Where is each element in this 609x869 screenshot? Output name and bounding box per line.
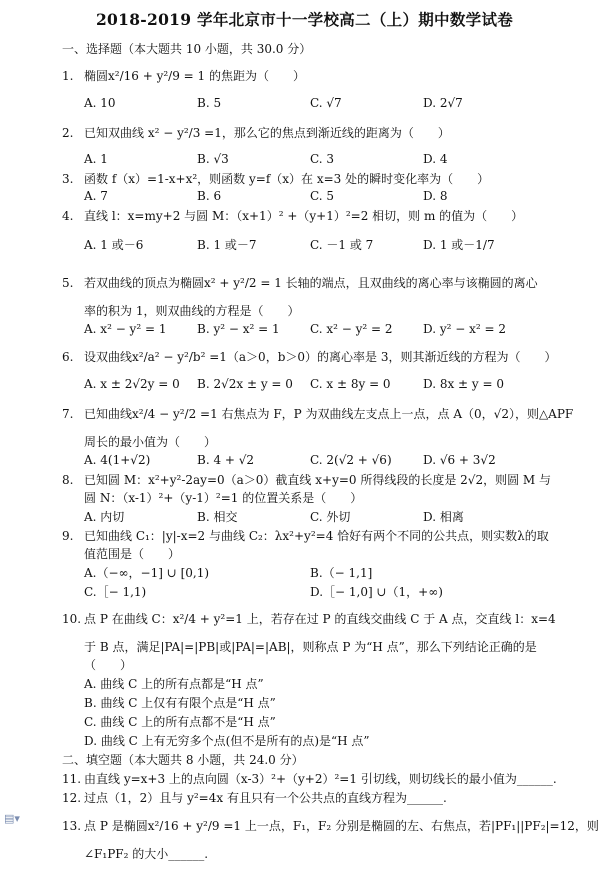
q3-option-d: D. 8 (423, 189, 448, 203)
q6-option-a: A. x ± 2√2y = 0 (84, 377, 180, 391)
q2-option-c: C. 3 (310, 152, 335, 166)
q6-option-c: C. x ± 8y = 0 (310, 377, 391, 391)
question-7: 7. 已知曲线x²/4 − y²/2 =1 右焦点为 F，P 为双曲线左支点上一点，点 A（0，√2），则△APF (62, 407, 574, 421)
q1-option-a: A. 10 (84, 96, 116, 110)
q4-option-d: D. 1 或－1/7 (423, 238, 495, 252)
q4-option-c: C. －1 或 7 (310, 238, 374, 252)
question-13-line-2: ∠F₁PF₂ 的大小______. (84, 847, 209, 861)
question-2: 2. 已知双曲线 x² − y²/3 =1，那么它的焦点到渐近线的距离为（ ） (62, 126, 450, 140)
question-5-line-2: 率的积为 1，则双曲线的方程是（ ） (84, 304, 300, 318)
paste-options-icon[interactable]: ▤▾ (4, 812, 20, 825)
q10-option-a: A. 曲线 C 上的所有点都是“H 点” (84, 677, 264, 691)
q2-option-b: B. √3 (197, 152, 229, 166)
question-6: 6. 设双曲线x²/a² − y²/b² =1（a＞0，b＞0）的离心率是 3，则其渐近线的方程为（ ） (62, 350, 557, 364)
question-11: 11. 由直线 y=x+3 上的点向圆（x-3）²+（y+2）²=1 引切线，则切线长的最小值为______. (62, 772, 557, 786)
q10-option-b: B. 曲线 C 上仅有有限个点是“H 点” (84, 696, 276, 710)
q3-option-b: B. 6 (197, 189, 222, 203)
q9-option-b: B.（− 1,1] (310, 566, 373, 580)
q8-option-b: B. 相交 (197, 510, 238, 524)
q2-option-a: A. 1 (84, 152, 108, 166)
q8-option-a: A. 内切 (84, 510, 125, 524)
q1-option-d: D. 2√7 (423, 96, 463, 110)
q3-option-c: C. 5 (310, 189, 335, 203)
q7-option-c: C. 2(√2 + √6) (310, 453, 392, 467)
q9-option-a: A.（−∞，−1] ∪ [0,1) (84, 566, 210, 580)
question-10-line-2: 于 B 点，满足|PA|=|PB|或|PA|=|AB|，则称点 P 为“H 点”，那么下列结论正确的是 (84, 640, 537, 654)
q10-option-c: C. 曲线 C 上的所有点都不是“H 点” (84, 715, 276, 729)
q7-option-a: A. 4(1+√2) (84, 453, 151, 467)
q5-option-a: A. x² − y² = 1 (84, 322, 167, 336)
question-10: 10. 点 P 在曲线 C：x²/4 + y²=1 上，若存在过 P 的直线交曲线 C 于 A 点，交直线 l：x=4 (62, 612, 556, 626)
question-7-line-2: 周长的最小值为（ ） (84, 435, 217, 449)
q9-option-c: C.［− 1,1) (84, 585, 147, 599)
q7-option-d: D. √6 + 3√2 (423, 453, 496, 467)
question-12: 12. 过点（1，2）且与 y²=4x 有且只有一个公共点的直线方程为______. (62, 791, 447, 805)
section-heading-fill: 二、填空题（本大题共 8 小题，共 24.0 分） (62, 753, 304, 767)
section-heading-choice: 一、选择题（本大题共 10 小题，共 30.0 分） (62, 42, 312, 56)
q6-option-b: B. 2√2x ± y = 0 (197, 377, 293, 391)
question-9: 9. 已知曲线 C₁：|y|-x=2 与曲线 C₂：λx²+y²=4 恰好有两个不同的公共点，则实数λ的取 (62, 529, 549, 543)
q5-option-c: C. x² − y² = 2 (310, 322, 393, 336)
question-9-line-2: 值范围是（ ） (84, 547, 181, 561)
page-title: 2018-2019 学年北京市十一学校高二（上）期中数学试卷 (95, 10, 514, 29)
q7-option-b: B. 4 + √2 (197, 453, 255, 467)
question-10-line-3: （ ） (84, 658, 133, 672)
q9-option-d: D.［− 1,0] ∪（1，+∞) (310, 585, 443, 599)
question-13: 13. 点 P 是椭圆x²/16 + y²/9 =1 上一点，F₁，F₂ 分别是椭圆的左、右焦点，若|PF₁||PF₂|=12，则 (62, 819, 599, 833)
q10-option-d: D. 曲线 C 上有无穷多个点(但不是所有的点)是“H 点” (84, 734, 370, 748)
q6-option-d: D. 8x ± y = 0 (423, 377, 505, 391)
q3-option-a: A. 7 (84, 189, 108, 203)
q5-option-b: B. y² − x² = 1 (197, 322, 280, 336)
q5-option-d: D. y² − x² = 2 (423, 322, 506, 336)
question-1: 1. 椭圆x²/16 + y²/9 = 1 的焦距为（ ） (62, 69, 305, 83)
question-3: 3. 函数 f（x）=1-x+x²，则函数 y=f（x）在 x=3 处的瞬时变化率为（ ） (62, 172, 490, 186)
question-8-line-2: 圆 N：（x-1）²+（y-1）²=1 的位置关系是（ ） (84, 491, 363, 505)
q4-option-a: A. 1 或－6 (84, 238, 144, 252)
q1-option-b: B. 5 (197, 96, 222, 110)
question-5: 5. 若双曲线的顶点为椭圆x² + y²/2 = 1 长轴的端点，且双曲线的离心率与该椭圆的离心 (62, 276, 538, 290)
q2-option-d: D. 4 (423, 152, 448, 166)
q8-option-c: C. 外切 (310, 510, 351, 524)
q4-option-b: B. 1 或－7 (197, 238, 257, 252)
q8-option-d: D. 相离 (423, 510, 464, 524)
question-8: 8. 已知圆 M：x²+y²-2ay=0（a＞0）截直线 x+y=0 所得线段的长度是 2√2，则圆 M 与 (62, 473, 551, 487)
q1-option-c: C. √7 (310, 96, 342, 110)
question-4: 4. 直线 l：x=my+2 与圆 M：（x+1）² +（y+1）²=2 相切，则 m 的值为（ ） (62, 209, 524, 223)
